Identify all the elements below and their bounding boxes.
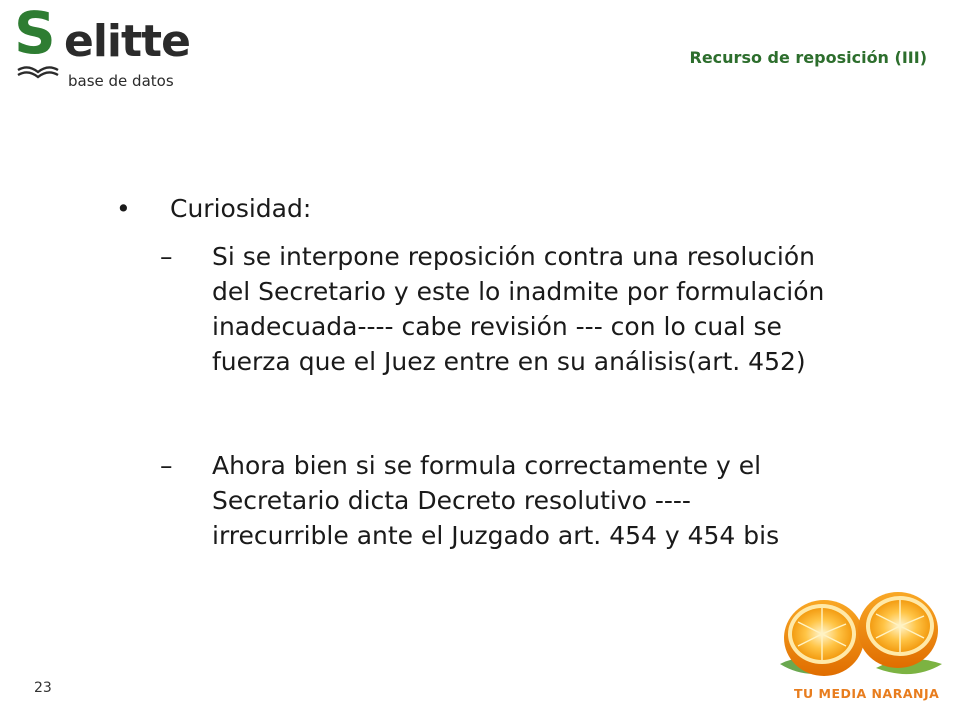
slide-title: Recurso de reposición (III): [689, 48, 927, 67]
logo-name: elitte: [64, 16, 190, 67]
bullet-label: Curiosidad:: [170, 194, 312, 223]
orange-halves-icon: [776, 590, 946, 686]
bullet-symbol: •: [116, 194, 131, 223]
logo-subtitle: base de datos: [68, 72, 174, 90]
sub-item-text: Si se interpone reposición contra una resolución del Secretario y este lo inadmite por formulación inadecuada---- cabe revisión --- con lo cual se fuerza que el Juez entre en su análisis(art. 452): [212, 242, 825, 376]
elitte-logo: [14, 0, 204, 92]
brand-logo: [776, 590, 946, 710]
brand-name: TU MEDIA NARANJA: [794, 686, 940, 701]
sub-item-text: Ahora bien si se formula correctamente y el Secretario dicta Decreto resolutivo ---- irrecurrible ante el Juzgado art. 454 y 454 bis: [212, 451, 780, 550]
dash-marker: –: [160, 451, 173, 480]
book-icon: [16, 64, 60, 84]
logo-letter: S: [14, 0, 56, 67]
dash-marker: –: [160, 242, 173, 271]
page-number: 23: [34, 680, 52, 696]
